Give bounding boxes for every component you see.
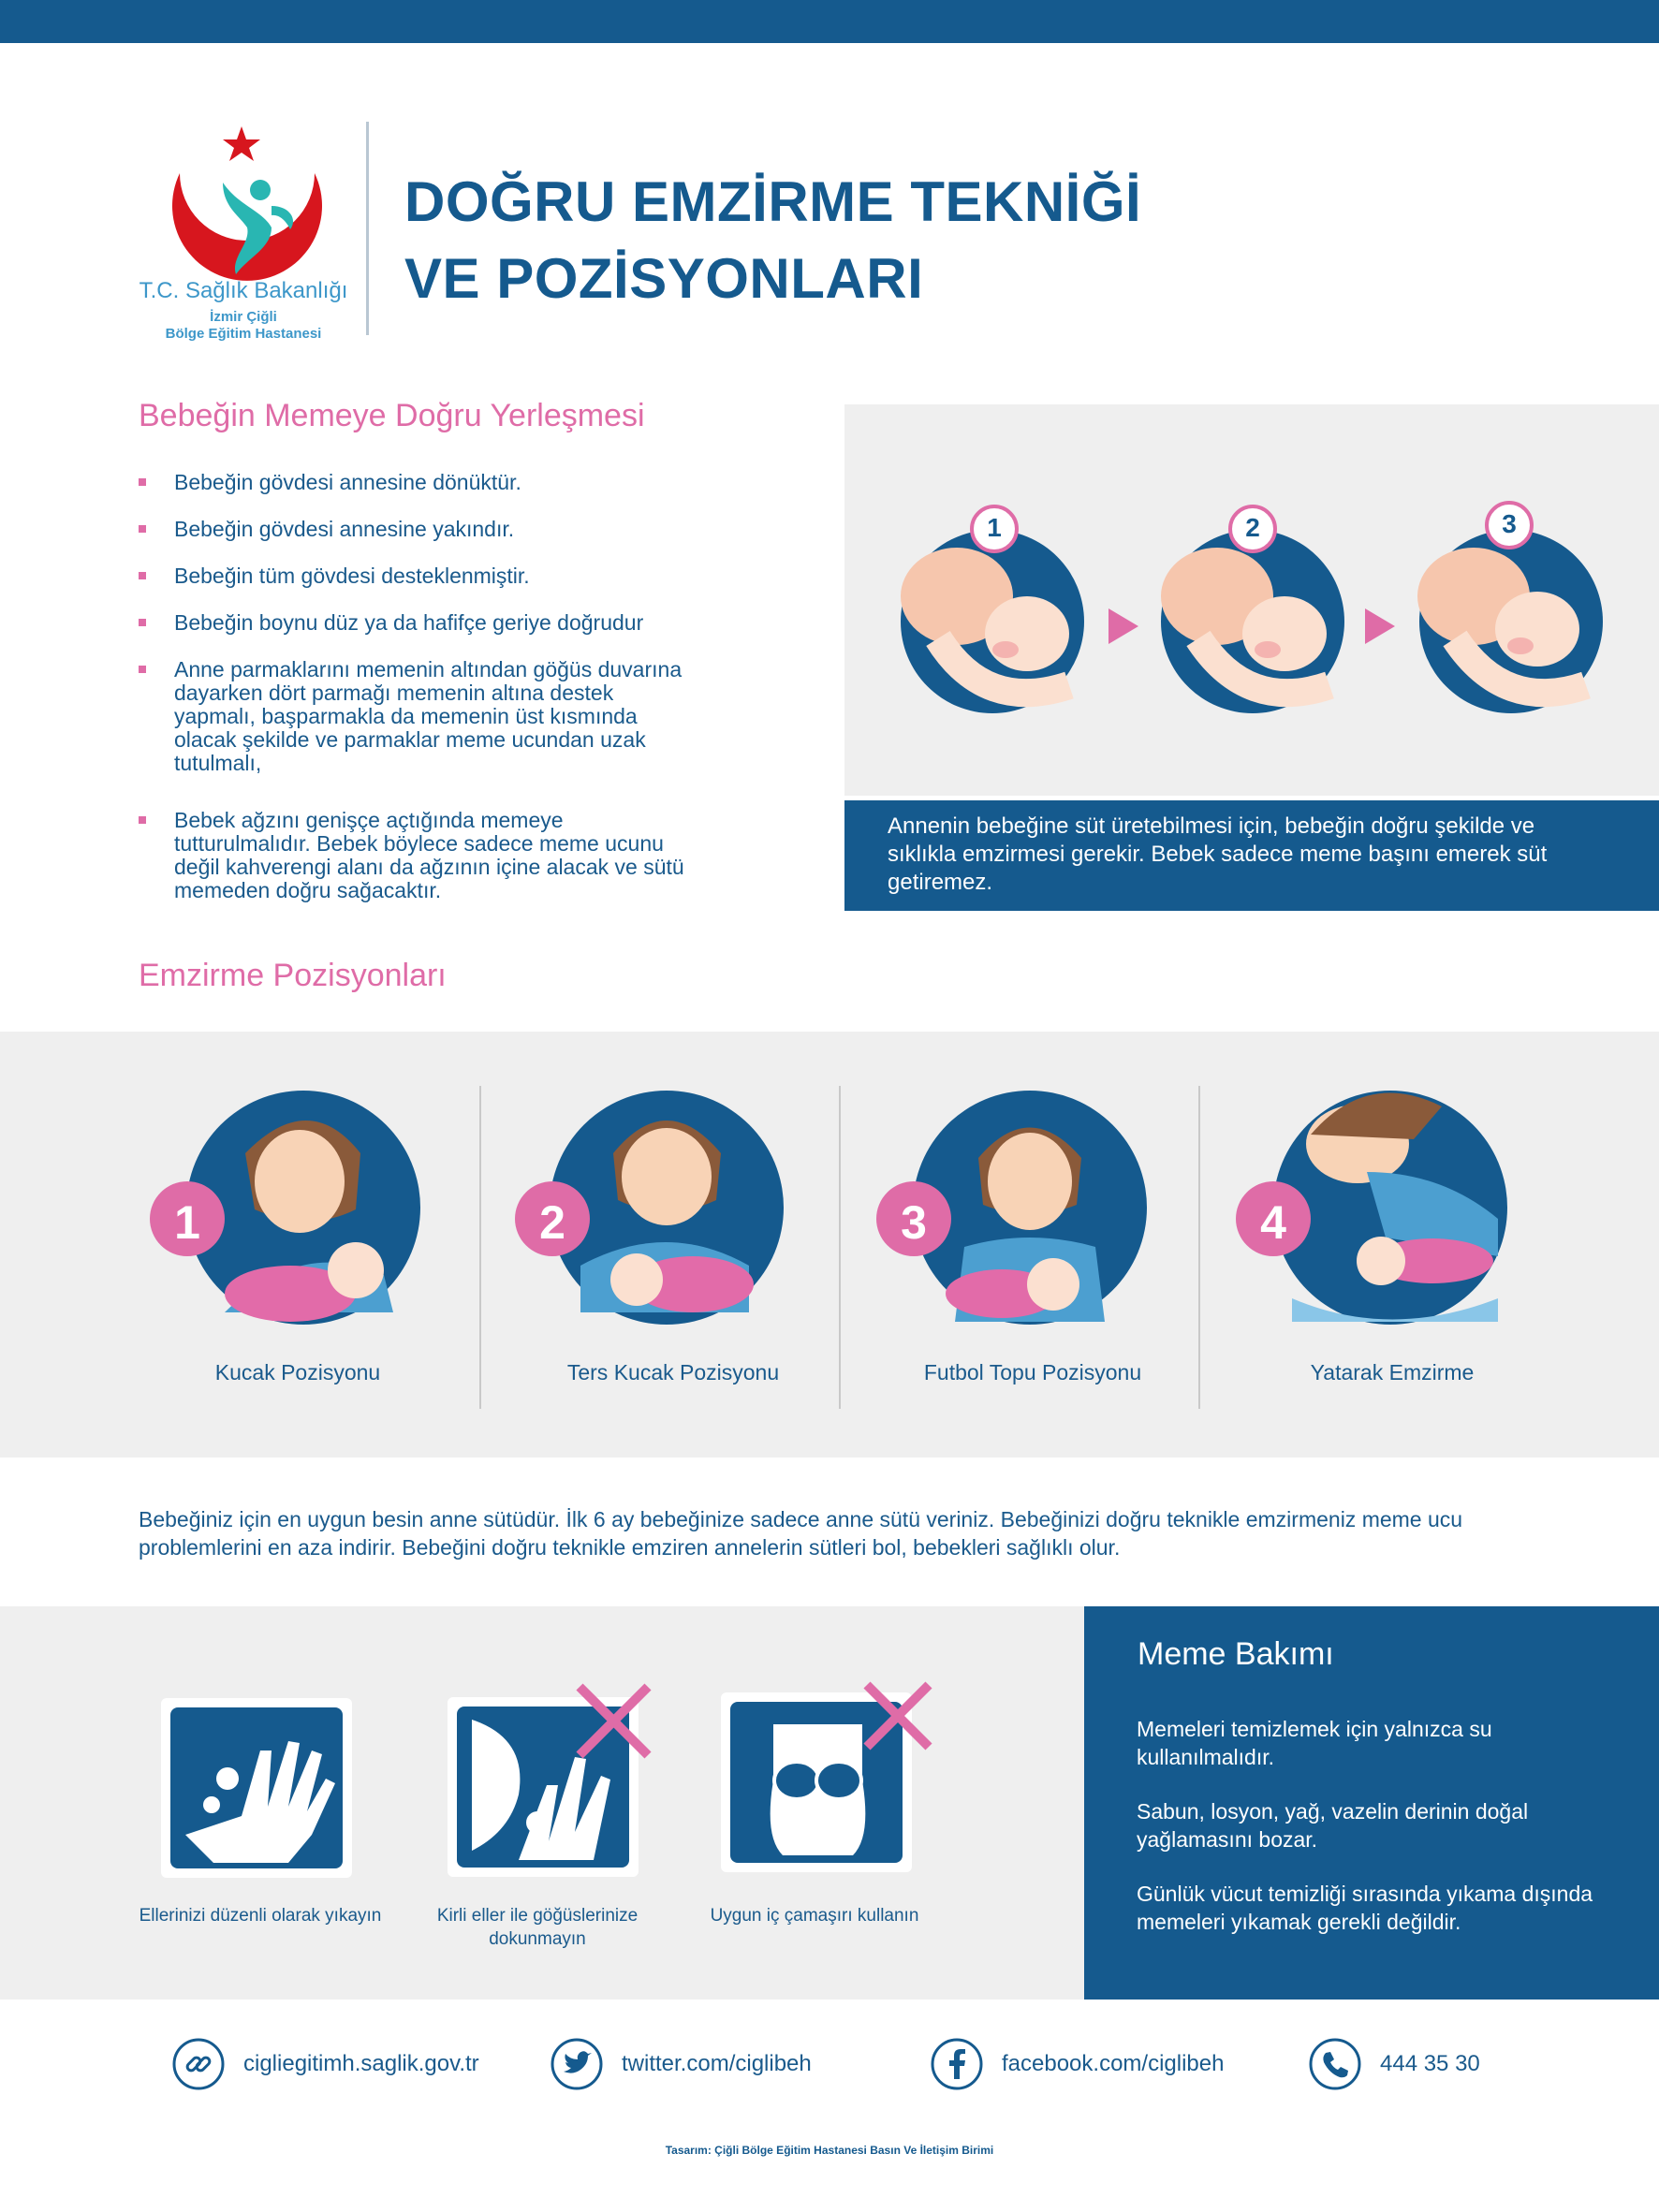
footer-twitter[interactable] — [551, 2036, 812, 2092]
latch-note-text: Annenin bebeğine süt üretebilmesi için, bebeğin doğru şekilde ve sıklıkla emzirmesi gerekir. Bebek sadece meme başını emerek süt getiremez. — [888, 813, 1548, 895]
latch-bullet: Bebeğin boynu düz ya da hafifçe geriye doğrudur — [139, 611, 700, 635]
twitter-icon — [551, 2038, 603, 2090]
breast-care-title: Meme Bakımı — [1138, 1636, 1334, 1672]
info-paragraph: Bebeğiniz için en uygun besin anne sütüdür. İlk 6 ay bebeğinize sadece anne sütü veriniz. Bebeğinizi doğru teknikle emzirmeniz meme ucu problemlerini en aza indirir. Bebeğini doğru teknikle emziren annelerin sütleri bol, bebekleri sağlıklı olur. — [139, 1507, 1463, 1560]
footer-phone[interactable] — [1309, 2036, 1480, 2092]
link-icon — [172, 2038, 225, 2090]
positions-heading: Emzirme Pozisyonları — [139, 958, 447, 993]
latch-bullet: Bebeğin tüm gövdesi desteklenmiştir. — [139, 564, 700, 588]
position-number-3: 3 — [901, 1196, 927, 1249]
title-line1: DOĞRU EMZİRME TEKNİĞİ — [404, 170, 1142, 233]
facebook-icon — [931, 2038, 983, 2090]
latch-bullet: Anne parmaklarını memenin altından göğüs duvarına dayarken dört parmağı memenin altına destek yapmalı, başparmakla da memenin üst kısmında olacak şekilde ve parmaklar meme ucundan uzak tutulmalı, — [139, 658, 700, 775]
logo-hospital-line2: Bölge Eğitim Hastanesi — [165, 326, 322, 342]
latch-step-2-illustration — [1161, 530, 1344, 713]
positions-illustration — [0, 1032, 1659, 1369]
footer-website-text: cigliegitimh.saglik.gov.tr — [243, 2051, 479, 2076]
page-title — [404, 164, 1141, 317]
care-caption: Uygun iç çamaşırı kullanın — [710, 1906, 919, 1926]
step-number-3: 3 — [1502, 509, 1517, 538]
position-label: Ters Kucak Pozisyonu — [566, 1360, 780, 1384]
footer-phone-text: 444 35 30 — [1380, 2051, 1480, 2076]
latch-step-3-illustration — [1417, 530, 1603, 713]
step-number-1: 1 — [987, 513, 1002, 542]
latch-bullet: Bebek ağzını genişçe açtığında memeye tutturulmalıdır. Bebek böylece sadece meme ucunu değil kahverengi alanı da ağzının içine alacak ve sütü memeden doğru sağacaktır. — [139, 809, 700, 902]
latch-steps-illustration — [844, 404, 1659, 796]
arrow-right-icon — [1108, 608, 1138, 644]
position-number-4: 4 — [1260, 1196, 1286, 1249]
footer-facebook-text: facebook.com/ciglibeh — [1002, 2051, 1225, 2076]
logo-ministry-name: T.C. Sağlık Bakanlığı — [139, 278, 348, 303]
position-number-2: 2 — [539, 1196, 565, 1249]
step-number-2: 2 — [1245, 513, 1260, 542]
title-line2: VE POZİSYONLARI — [404, 247, 924, 310]
care-caption: Kirli eller ile göğüslerinize dokunmayın — [436, 1906, 639, 1949]
header-divider — [366, 122, 369, 335]
breast-care-item: Sabun, losyon, yağ, vazelin derinin doğal yağlamasını bozar. — [1137, 1799, 1529, 1852]
footer-website[interactable] — [172, 2036, 479, 2092]
footer-facebook[interactable] — [931, 2036, 1224, 2092]
care-caption: Ellerinizi düzenli olarak yıkayın — [139, 1906, 382, 1926]
hand-washing-icon — [157, 1694, 356, 1882]
latch-heading: Bebeğin Memeye Doğru Yerleşmesi — [139, 398, 645, 433]
top-bar — [0, 0, 1659, 43]
position-label: Yatarak Emzirme — [1310, 1360, 1475, 1384]
arrow-right-icon — [1365, 608, 1395, 644]
breast-care-item: Günlük vücut temizliği sırasında yıkama dışında memeleri yıkamak gerekli değildir. — [1137, 1882, 1593, 1934]
latch-bullet: Bebeğin gövdesi annesine yakındır. — [139, 518, 700, 541]
position-number-1: 1 — [174, 1196, 200, 1249]
logo-hospital-line1: İzmir Çiğli — [210, 309, 277, 325]
latch-step-1-illustration — [901, 530, 1084, 713]
latch-bullet-list — [139, 471, 700, 926]
breast-care-list — [1137, 1715, 1605, 1962]
latch-bullet: Bebeğin gövdesi annesine dönüktür. — [139, 471, 700, 494]
position-label: Kucak Pozisyonu — [214, 1360, 381, 1384]
logo-hospital-name — [122, 309, 365, 343]
footer-twitter-text: twitter.com/ciglibeh — [622, 2051, 812, 2076]
phone-icon — [1309, 2038, 1361, 2090]
dirty-hands-icon — [444, 1682, 653, 1881]
design-credit: Tasarım: Çiğli Bölge Eğitim Hastanesi Basın Ve İletişim Birimi — [665, 2144, 994, 2157]
breast-care-item: Memeleri temizlemek için yalnızca su kullanılmalıdır. — [1137, 1717, 1492, 1769]
position-label: Futbol Topu Pozisyonu — [923, 1360, 1142, 1384]
bra-icon — [717, 1677, 934, 1876]
ministry-logo — [131, 117, 356, 342]
